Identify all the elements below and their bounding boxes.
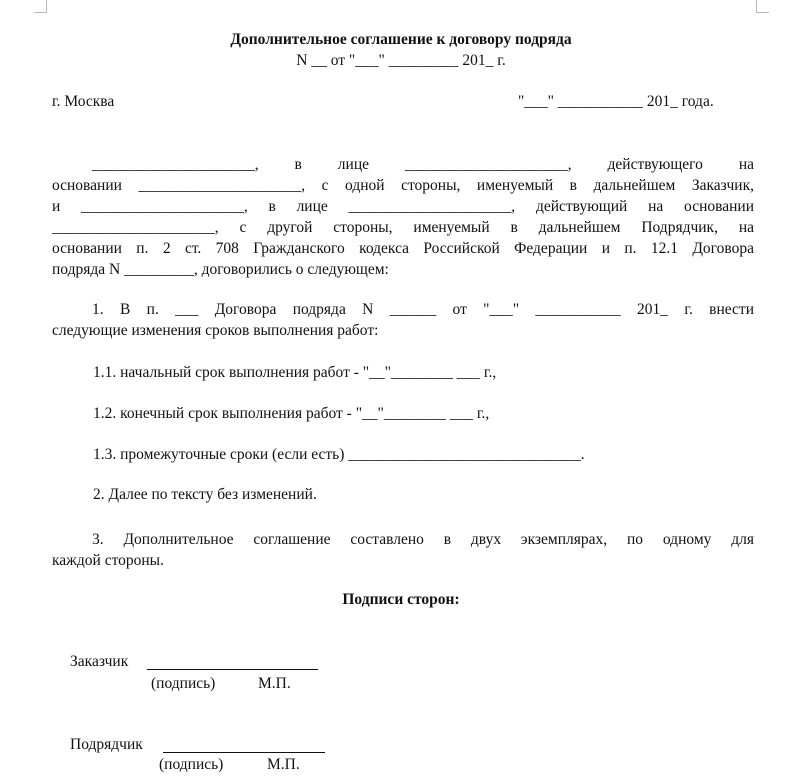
page-corner-mark-right: [756, 0, 769, 13]
customer-stamp-caption: М.П.: [258, 675, 291, 692]
contractor-sign-caption: (подпись): [159, 756, 224, 773]
clause-1-3: 1.3. промежуточные сроки (если есть) ______________________________.: [93, 446, 585, 463]
page-corner-mark-left: [34, 0, 47, 13]
contractor-stamp-caption: М.П.: [267, 756, 300, 773]
clause-1-line: следующие изменения сроков выполнения работ:: [52, 322, 379, 339]
signatures-heading: Подписи сторон:: [342, 591, 460, 608]
clause-2: 2. Далее по тексту без изменений.: [93, 486, 317, 503]
clause-3-line: каждой стороны.: [52, 552, 164, 569]
intro-line: _____________________, в лице _____________________, действующего на: [92, 156, 754, 173]
intro-paragraph: [52, 154, 754, 280]
customer-sign-caption: (подпись): [151, 675, 216, 692]
document-date: "___" ___________ 201_ года.: [518, 93, 714, 110]
clause-1: [52, 299, 754, 341]
clause-1-line: 1. В п. ___ Договора подряда N ______ от "___" ___________ 201_ г. внести: [92, 301, 754, 318]
intro-line: основании _____________________, с одной стороны, именуемый в дальнейшем Заказчик,: [52, 177, 754, 194]
intro-line: подряда N _________, договорились о следующем:: [52, 261, 389, 278]
city: г. Москва: [52, 93, 115, 110]
intro-line: _____________________, с другой стороны, именуемый в дальнейшем Подрядчик, на: [52, 219, 754, 236]
contractor-signature-line[interactable]: [163, 752, 325, 753]
clause-1-2: 1.2. конечный срок выполнения работ - "__"________ ___ г.,: [93, 405, 490, 422]
intro-line: и _____________________, в лице _____________________, действующий на основании: [52, 198, 754, 215]
clause-3-line: 3. Дополнительное соглашение составлено в двух экземплярах, по одному для: [92, 531, 754, 548]
customer-label: Заказчик: [70, 653, 129, 670]
clause-3: [52, 529, 754, 571]
customer-signature-line[interactable]: [147, 669, 318, 670]
document-title: Дополнительное соглашение к договору подряда: [230, 31, 572, 48]
intro-line: основании п. 2 ст. 708 Гражданского кодекса Российской Федерации и п. 12.1 Договора: [52, 240, 754, 257]
document-number: N __ от "___" _________ 201_ г.: [296, 52, 506, 69]
contractor-label: Подрядчик: [70, 736, 143, 753]
clause-1-1: 1.1. начальный срок выполнения работ - "__"________ ___ г.,: [93, 364, 497, 381]
